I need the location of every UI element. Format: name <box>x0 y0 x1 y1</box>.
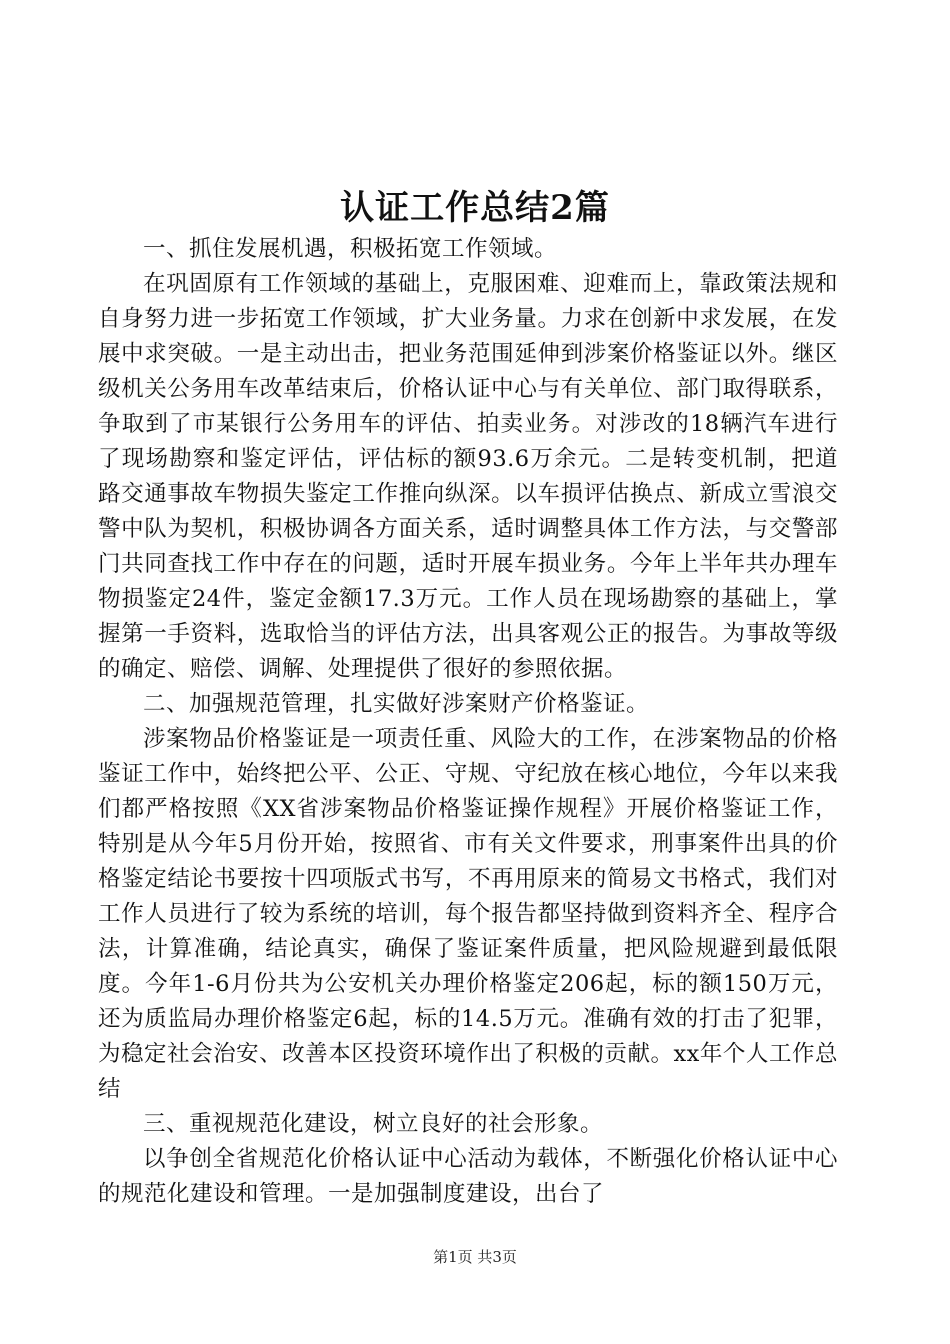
document-body <box>98 232 838 1212</box>
body-paragraph-1: 在巩固原有工作领域的基础上，克服困难、迎难而上，靠政策法规和自身努力进一步拓宽工作领域，扩大业务量。力求在创新中求发展，在发展中求突破。一是主动出击，把业务范围延伸到涉案价格鉴证以外。继区级机关公务用车改革结束后，价格认证中心与有关单位、部门取得联系，争取到了市某银行公务用车的评估、拍卖业务。对涉改的18辆汽车进行了现场勘察和鉴定评估，评估标的额93.6万余元。二是转变机制，把道路交通事故车物损失鉴定工作推向纵深。以车损评估换点、新成立雪浪交警中队为契机，积极协调各方面关系，适时调整具体工作方法，与交警部门共同查找工作中存在的问题，适时开展车损业务。今年上半年共办理车物损鉴定24件，鉴定金额17.3万元。工作人员在现场勘察的基础上，掌握第一手资料，选取恰当的评估方法，出具客观公正的报告。为事故等级的确定、赔偿、调解、处理提供了很好的参照依据。 <box>98 271 838 682</box>
section-heading-3: 三、重视规范化建设，树立良好的社会形象。 <box>143 1111 604 1137</box>
body-paragraph-3: 以争创全省规范化价格认证中心活动为载体，不断强化价格认证中心的规范化建设和管理。一是加强制度建设，出台了 <box>98 1146 838 1207</box>
body-paragraph-2: 涉案物品价格鉴证是一项责任重、风险大的工作，在涉案物品的价格鉴证工作中，始终把公平、公正、守规、守纪放在核心地位，今年以来我们都严格按照《XX省涉案物品价格鉴证操作规程》开展价格鉴证工作，特别是从今年5月份开始，按照省、市有关文件要求，刑事案件出具的价格鉴定结论书要按十四项版式书写，不再用原来的简易文书格式，我们对工作人员进行了较为系统的培训，每个报告都坚持做到资料齐全、程序合法，计算准确，结论真实，确保了鉴证案件质量，把风险规避到最低限度。今年1-6月份共为公安机关办理价格鉴定206起，标的额150万元，还为质监局办理价格鉴定6起，标的14.5万元。准确有效的打击了犯罪，为稳定社会治安、改善本区投资环境作出了积极的贡献。xx年个人工作总结 <box>98 726 838 1102</box>
document-title: 认证工作总结2篇 <box>340 188 610 228</box>
section-heading-2: 二、加强规范管理，扎实做好涉案财产价格鉴证。 <box>143 691 650 717</box>
page-number-footer: 第1页 共3页 <box>433 1248 517 1266</box>
section-heading-1: 一、抓住发展机遇，积极拓宽工作领域。 <box>143 236 558 262</box>
